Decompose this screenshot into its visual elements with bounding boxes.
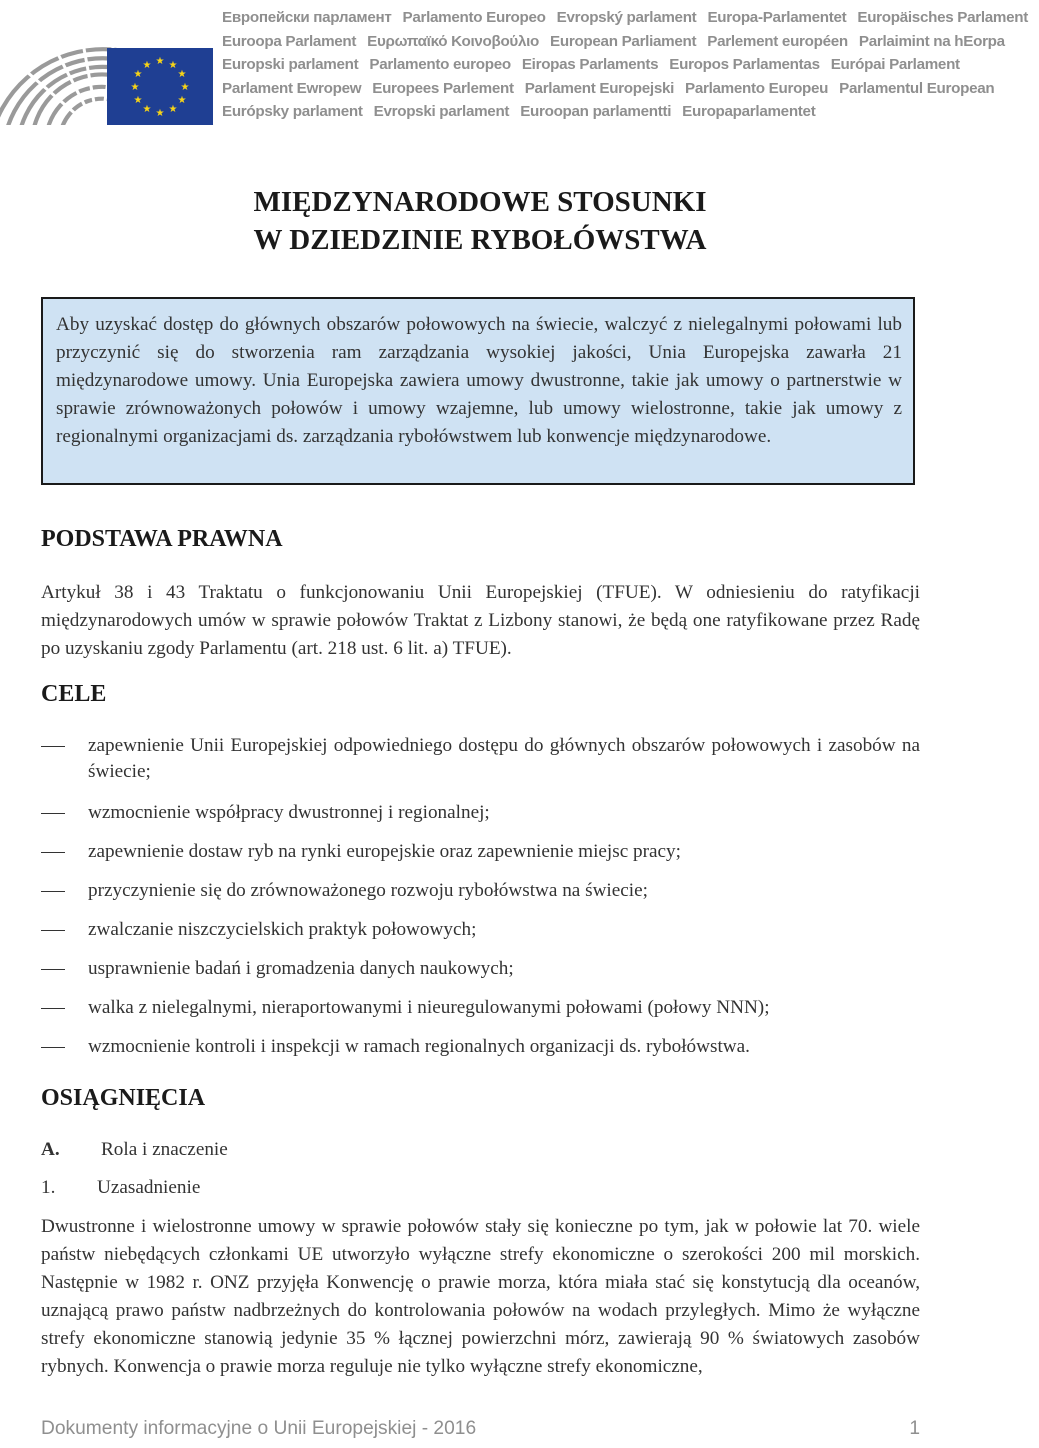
page-number: 1 xyxy=(909,1418,920,1439)
names-line-5: Európsky parlament Evropski parlament Euroopan parlamentti Europaparlamentet xyxy=(222,103,816,121)
dash-bullet xyxy=(41,930,65,931)
title-line-1: MIĘDZYNARODOWE STOSUNKI xyxy=(253,186,707,218)
svg-text:★: ★ xyxy=(177,69,187,80)
parliament-names xyxy=(222,6,1029,124)
page-footer xyxy=(41,1418,920,1440)
justification-text: Dwustronne i wielostronne umowy w sprawie połowów stały się konieczne po tym, jak w połowie lat 70. wiele państw niebędących członkami UE utworzyło wyłączne strefy ekonomiczne o szerokości 200 mil morskich. Następnie w 1982 r. ONZ przyjęła Konwencję o prawie morza, która miała stać się konstytucją dla oceanów, uznającą prawo państw nadbrzeżnych do kontrolowania połowów na wodach przyległych. Mimo że wyłączne strefy ekonomiczne stanowią jedynie 35 % łącznej powierzchni mórz, zawierają 90 % światowych zasobów rybnych. Konwencja o prawie morza reguluje nie tylko wyłączne strefy ekonomiczne, xyxy=(41,1216,920,1377)
names-line-4: Parlament Ewropew Europees Parlement Parlament Europejski Parlamento Europeu Parlamentul European xyxy=(222,79,995,97)
svg-text:★: ★ xyxy=(168,60,178,71)
section-a-label: A. xyxy=(41,1139,60,1160)
list-item: wzmocnienie współpracy dwustronnej i regionalnej; xyxy=(41,800,920,826)
list-item: walka z nielegalnymi, nieraportowanymi i nieuregulowanymi połowami (połowy NNN); xyxy=(41,995,920,1021)
footer-text: Dokumenty informacyjne o Unii Europejskiej - 2016 xyxy=(41,1418,477,1439)
dash-bullet xyxy=(41,1047,65,1048)
list-item: usprawnienie badań i gromadzenia danych naukowych; xyxy=(41,956,920,982)
objectives-heading: CELE xyxy=(41,681,107,707)
dash-bullet xyxy=(41,852,65,853)
section-a-title: Rola i znaczenie xyxy=(101,1139,228,1160)
svg-text:★: ★ xyxy=(168,104,178,115)
dash-bullet xyxy=(41,813,65,814)
svg-text:★: ★ xyxy=(133,95,143,106)
page-title xyxy=(0,183,960,259)
section-1-heading xyxy=(41,1175,200,1201)
svg-text:★: ★ xyxy=(133,69,143,80)
title-line-2: W DZIEDZINIE RYBOŁÓWSTWA xyxy=(253,224,707,256)
achievements-heading: OSIĄGNIĘCIA xyxy=(41,1085,206,1111)
svg-text:★: ★ xyxy=(130,82,140,93)
legal-basis-text: Artykuł 38 i 43 Traktatu o funkcjonowaniu Unii Europejskiej (TFUE). W odniesieniu do ratyfikacji międzynarodowych umów w sprawie połowów Traktat z Lizbony stanowi, że będą one ratyfikowane przez Radę po uzyskaniu zgody Parlamentu (art. 218 ust. 6 lit. a) TFUE). xyxy=(41,582,920,659)
svg-text:★: ★ xyxy=(177,95,187,106)
summary-box: Aby uzyskać dostęp do głównych obszarów połowowych na świecie, walczyć z nielegalnymi połowami lub przyczynić się do stworzenia ram zarządzania wysokiej jakości, Unia Europejska zawarła 21 międzynarodowe umowy. Unia Europejska zawiera umowy dwustronne, takie jak umowy o partnerstwie w sprawie zrównoważonych połowów i umowy wzajemne, lub umowy wielostronne, takie jak umowy z regionalnymi organizacjami ds. zarządzania rybołówstwem lub konwencje międzynarodowe. xyxy=(41,297,915,485)
svg-text:★: ★ xyxy=(155,108,165,119)
svg-text:★: ★ xyxy=(142,60,152,71)
list-item: zwalczanie niszczycielskich praktyk połowowych; xyxy=(41,917,920,943)
section-1-label: 1. xyxy=(41,1177,56,1198)
european-parliament-logo-icon xyxy=(0,0,215,125)
names-line-2: Euroopa Parlament Ευρωπαϊκό Κοινοβούλιο European Parliament Parlement européen Parlaimint na hEorpa xyxy=(222,32,1005,50)
section-a-heading xyxy=(41,1137,228,1163)
dash-bullet xyxy=(41,891,65,892)
header xyxy=(0,0,1029,125)
objectives-list xyxy=(41,733,920,1060)
svg-text:★: ★ xyxy=(155,56,165,67)
list-item: zapewnienie dostaw ryb na rynki europejskie oraz zapewnienie miejsc pracy; xyxy=(41,839,920,865)
svg-text:★: ★ xyxy=(180,82,190,93)
names-line-3: Europski parlament Parlamento europeo Eiropas Parlaments Europos Parlamentas Európai Parlament xyxy=(222,56,960,74)
dash-bullet xyxy=(41,969,65,970)
section-1-title: Uzasadnienie xyxy=(97,1177,201,1198)
svg-text:★: ★ xyxy=(142,104,152,115)
names-line-1: Европейски парламент Parlamento Europeo Evropský parlament Europa-Parlamentet Europäisches Parlament xyxy=(222,9,1029,26)
list-item: zapewnienie Unii Europejskiej odpowiedniego dostępu do głównych obszarów połowowych i zasobów na świecie; xyxy=(41,733,920,785)
dash-bullet xyxy=(41,746,65,747)
list-item: przyczynienie się do zrównoważonego rozwoju rybołówstwa na świecie; xyxy=(41,878,920,904)
dash-bullet xyxy=(41,1008,65,1009)
list-item: wzmocnienie kontroli i inspekcji w ramach regionalnych organizacji ds. rybołówstwa. xyxy=(41,1034,920,1060)
legal-basis-heading: PODSTAWA PRAWNA xyxy=(41,526,283,552)
